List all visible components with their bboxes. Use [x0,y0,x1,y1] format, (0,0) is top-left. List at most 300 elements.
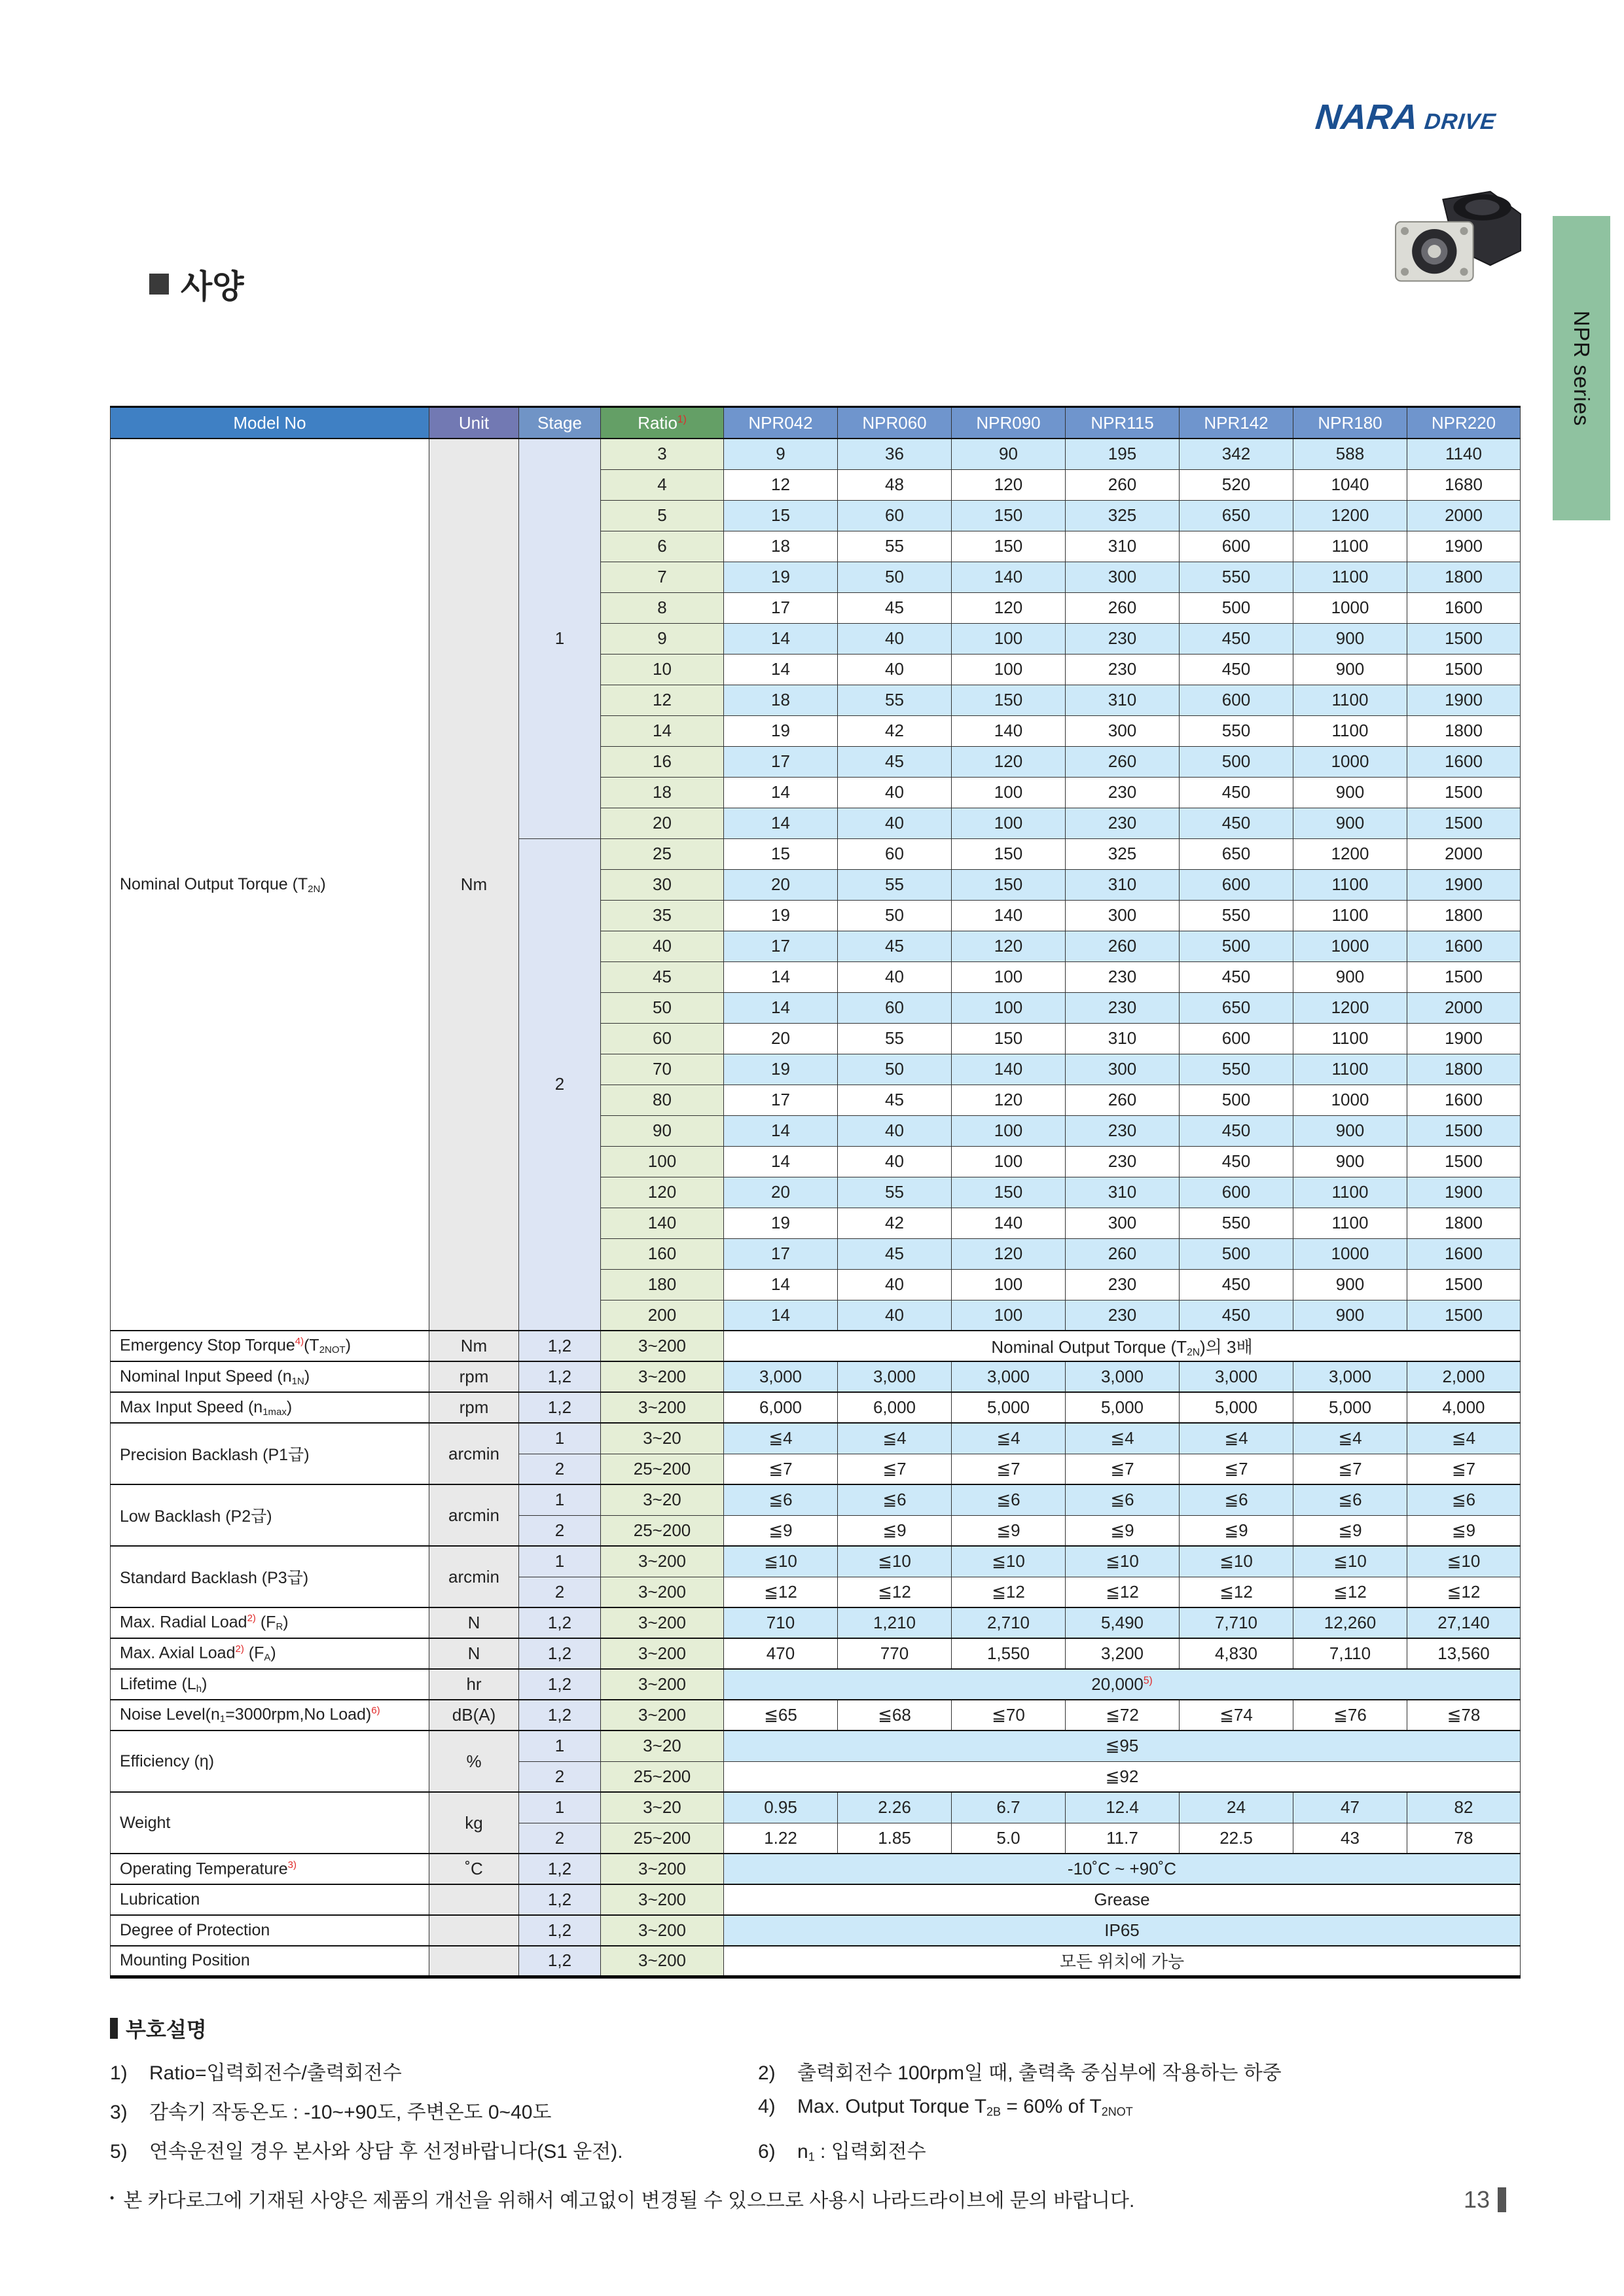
spec-value-cell: 82 [1407,1792,1521,1823]
column-header-npr060: NPR060 [838,407,952,439]
torque-value-cell: 120 [952,931,1066,961]
column-header-npr115: NPR115 [1066,407,1180,439]
spec-value-cell: 43 [1293,1823,1407,1854]
torque-value-cell: 550 [1180,900,1293,931]
note-text: 감속기 작동온도 : -10~+90도, 주변온도 0~40도 [149,2102,552,2123]
torque-value-cell: 60 [838,500,952,531]
torque-value-cell: 300 [1066,715,1180,746]
torque-value-cell: 500 [1180,746,1293,777]
torque-value-cell: 17 [724,1238,838,1269]
note-text: Ratio=입력회전수/출력회전수 [149,2062,402,2084]
note-text: Max. Output Torque $T_{2B} = 60\%$ of $T_{2NOT}$ [797,2096,1133,2119]
torque-value-cell: 1680 [1407,469,1521,500]
torque-value-cell: 14 [724,623,838,654]
torque-value-cell: 450 [1180,1115,1293,1146]
note-text: 출력회전수 100rpm일 때, 출력축 중심부에 작용하는 하중 [797,2062,1282,2084]
note-item [110,2135,758,2164]
torque-value-cell: 20 [724,1023,838,1054]
note-item [758,2135,1527,2164]
torque-value-cell: 310 [1066,869,1180,900]
torque-value-cell: 900 [1293,808,1407,838]
stage-cell: 1 [519,1546,601,1577]
torque-value-cell: 100 [952,1115,1066,1146]
ratio-cell: 3~200 [601,1607,724,1638]
torque-value-cell: 60 [838,992,952,1023]
torque-value-cell: 1000 [1293,592,1407,623]
spec-value-cell: ≦4 [1180,1423,1293,1454]
torque-value-cell: 18 [724,685,838,715]
ratio-cell: 3 [601,439,724,469]
merged-value-cell: -10˚C ~ +90˚C [724,1854,1521,1884]
torque-value-cell: 140 [952,1208,1066,1238]
spec-row-label: Noise $Level(n_1=3000rpm,No$ Load)$^{6)}$ [111,1700,429,1731]
torque-value-cell: 1500 [1407,1146,1521,1177]
torque-value-cell: 1600 [1407,592,1521,623]
torque-value-cell: 14 [724,1146,838,1177]
spec-row [111,1392,1521,1423]
merged-value-cell: Grease [724,1884,1521,1915]
spec-value-cell: 2,710 [952,1607,1066,1638]
ratio-cell: 7 [601,562,724,592]
torque-value-cell: 325 [1066,838,1180,869]
torque-value-cell: 1500 [1407,808,1521,838]
torque-value-cell: 1500 [1407,623,1521,654]
torque-value-cell: 100 [952,961,1066,992]
stage-cell: 1,2 [519,1392,601,1423]
torque-value-cell: 150 [952,500,1066,531]
torque-value-cell: 550 [1180,562,1293,592]
spec-row [111,1546,1521,1577]
torque-value-cell: 100 [952,992,1066,1023]
torque-value-cell: 310 [1066,531,1180,562]
torque-value-cell: 40 [838,808,952,838]
spec-value-cell: ≦10 [1293,1546,1407,1577]
torque-value-cell: 1800 [1407,1208,1521,1238]
spec-value-cell: ≦12 [1293,1577,1407,1607]
note-number: 6) [758,2141,776,2162]
page-number-bar-icon [1498,2187,1506,2212]
torque-value-cell: 40 [838,961,952,992]
torque-value-cell: 1100 [1293,1054,1407,1085]
ratio-cell: 12 [601,685,724,715]
ratio-cell: 3~200 [601,1884,724,1915]
torque-value-cell: 40 [838,623,952,654]
torque-value-cell: 14 [724,992,838,1023]
spec-value-cell: ≦74 [1180,1700,1293,1731]
disclaimer-text: 본 카다로그에 기재된 사양은 제품의 개선을 위해서 예고없이 변경될 수 있으므로 사용시 나라드라이브에 문의 바랍니다. [123,2189,1135,2212]
ratio-cell: 3~200 [601,1392,724,1423]
ratio-cell: 9 [601,623,724,654]
spec-value-cell: ≦9 [1180,1515,1293,1546]
torque-value-cell: 300 [1066,1054,1180,1085]
torque-value-cell: 500 [1180,1085,1293,1115]
torque-value-cell: 520 [1180,469,1293,500]
ratio-cell: 14 [601,715,724,746]
torque-value-cell: 1040 [1293,469,1407,500]
brand-logo-drive: DRIVE [1423,109,1498,134]
stage-cell: 1,2 [519,1700,601,1731]
torque-value-cell: 1900 [1407,869,1521,900]
unit-cell: N [429,1607,519,1638]
ratio-cell: 80 [601,1085,724,1115]
ratio-cell: 20 [601,808,724,838]
spec-row-label: Lifetime $(L_h)$ [111,1669,429,1700]
spec-value-cell: 5.0 [952,1823,1066,1854]
page-number [1464,2186,1506,2214]
spec-row-label: Degree of Protection [111,1915,429,1946]
ratio-cell: 3~200 [601,1915,724,1946]
spec-value-cell: ≦12 [1066,1577,1180,1607]
spec-value-cell: ≦10 [724,1546,838,1577]
stage-cell: 1,2 [519,1669,601,1700]
ratio-cell: 25~200 [601,1761,724,1792]
spec-value-cell: ≦72 [1066,1700,1180,1731]
stage-cell: 1,2 [519,1607,601,1638]
disclaimer-note [110,2184,1527,2213]
merged-value-cell: ≦95 [724,1731,1521,1761]
torque-value-cell: 45 [838,931,952,961]
spec-row [111,1854,1521,1884]
torque-value-cell: 300 [1066,562,1180,592]
torque-value-cell: 260 [1066,931,1180,961]
spec-value-cell: 4,830 [1180,1638,1293,1669]
torque-value-cell: 500 [1180,592,1293,623]
torque-value-cell: 40 [838,1269,952,1300]
torque-value-cell: 42 [838,715,952,746]
merged-value-cell: 모든 위치에 가능 [724,1946,1521,1977]
spec-value-cell: ≦10 [1180,1546,1293,1577]
spec-value-cell: 5,000 [1180,1392,1293,1423]
torque-value-cell: 325 [1066,500,1180,531]
spec-value-cell: 12.4 [1066,1792,1180,1823]
torque-value-cell: 1100 [1293,1023,1407,1054]
torque-value-cell: 36 [838,439,952,469]
note-item [110,2096,758,2125]
torque-value-cell: 14 [724,808,838,838]
torque-value-cell: 900 [1293,1115,1407,1146]
column-header-npr090: NPR090 [952,407,1066,439]
spec-value-cell: ≦7 [838,1454,952,1484]
torque-value-cell: 19 [724,900,838,931]
torque-value-cell: 1500 [1407,1300,1521,1331]
torque-value-cell: 55 [838,1177,952,1208]
spec-table-head [111,407,1521,439]
spec-value-cell: 3,000 [952,1361,1066,1392]
spec-value-cell: ≦4 [838,1423,952,1454]
spec-value-cell: 3,000 [1180,1361,1293,1392]
torque-value-cell: 230 [1066,1146,1180,1177]
torque-value-cell: 588 [1293,439,1407,469]
spec-row-label: Operating Temperature$^{3)}$ [111,1854,429,1884]
torque-value-cell: 600 [1180,531,1293,562]
spec-value-cell: 12,260 [1293,1607,1407,1638]
torque-value-cell: 1200 [1293,992,1407,1023]
torque-value-cell: 500 [1180,1238,1293,1269]
torque-value-cell: 1000 [1293,746,1407,777]
torque-value-cell: 1800 [1407,715,1521,746]
spec-value-cell: ≦7 [1293,1454,1407,1484]
torque-value-cell: 20 [724,1177,838,1208]
torque-value-cell: 900 [1293,1269,1407,1300]
torque-value-cell: 150 [952,869,1066,900]
spec-value-cell: 1,550 [952,1638,1066,1669]
spec-value-cell: 5,000 [1293,1392,1407,1423]
torque-value-cell: 1100 [1293,869,1407,900]
spec-value-cell: ≦12 [1407,1577,1521,1607]
spec-value-cell: 2,000 [1407,1361,1521,1392]
torque-value-cell: 450 [1180,808,1293,838]
unit-cell: rpm [429,1392,519,1423]
spec-row-label: Efficiency (η) [111,1731,429,1792]
torque-value-cell: 40 [838,1146,952,1177]
torque-value-cell: 500 [1180,931,1293,961]
torque-value-cell: 230 [1066,961,1180,992]
spec-value-cell: 3,000 [1066,1361,1180,1392]
spec-row [111,1731,1521,1761]
spec-value-cell: ≦6 [1066,1484,1180,1515]
torque-value-cell: 1100 [1293,1208,1407,1238]
torque-value-cell: 260 [1066,592,1180,623]
ratio-cell: 140 [601,1208,724,1238]
spec-value-cell: 22.5 [1180,1823,1293,1854]
torque-value-cell: 1500 [1407,654,1521,685]
torque-value-cell: 1140 [1407,439,1521,469]
torque-value-cell: 1500 [1407,1115,1521,1146]
header-row [111,407,1521,439]
merged-value-cell: IP65 [724,1915,1521,1946]
spec-value-cell: 2.26 [838,1792,952,1823]
ratio-cell: 3~200 [601,1946,724,1977]
torque-value-cell: 650 [1180,838,1293,869]
torque-value-cell: 300 [1066,1208,1180,1238]
spec-value-cell: ≦7 [1180,1454,1293,1484]
spec-value-cell: ≦9 [1407,1515,1521,1546]
unit-cell: arcmin [429,1484,519,1546]
torque-value-cell: 60 [838,838,952,869]
unit-cell: Nm [429,439,519,1331]
unit-cell [429,1915,519,1946]
stage-cell: 1,2 [519,1638,601,1669]
brand-logo-nara: NARA [1313,98,1420,137]
torque-value-cell: 140 [952,562,1066,592]
product-image [1392,187,1526,287]
ratio-cell: 16 [601,746,724,777]
note-item [758,2056,1527,2085]
column-header-stage: Stage [519,407,601,439]
torque-value-cell: 1100 [1293,900,1407,931]
torque-value-cell: 120 [952,592,1066,623]
spec-value-cell: ≦78 [1407,1700,1521,1731]
torque-value-cell: 450 [1180,1146,1293,1177]
torque-value-cell: 19 [724,562,838,592]
spec-value-cell: 11.7 [1066,1823,1180,1854]
row-label-nominal-output-torque: Nominal Output Torque $(T_{2N})$ [111,439,429,1331]
torque-value-cell: 19 [724,1208,838,1238]
square-bullet-icon [149,274,169,295]
spec-row [111,1607,1521,1638]
spec-value-cell: 47 [1293,1792,1407,1823]
ratio-cell: 5 [601,500,724,531]
ratio-cell: 3~20 [601,1792,724,1823]
torque-value-cell: 230 [1066,808,1180,838]
footnotes-grid [110,2056,1527,2164]
spec-value-cell: ≦9 [1293,1515,1407,1546]
torque-value-cell: 50 [838,1054,952,1085]
torque-value-cell: 900 [1293,777,1407,808]
spec-row [111,1638,1521,1669]
ratio-cell: 25~200 [601,1454,724,1484]
torque-value-cell: 1800 [1407,1054,1521,1085]
column-header-npr042: NPR042 [724,407,838,439]
spec-value-cell: ≦6 [1407,1484,1521,1515]
ratio-cell: 120 [601,1177,724,1208]
spec-value-cell: ≦6 [1293,1484,1407,1515]
spec-value-cell: ≦6 [952,1484,1066,1515]
torque-value-cell: 17 [724,592,838,623]
torque-value-cell: 12 [724,469,838,500]
spec-value-cell: ≦4 [1293,1423,1407,1454]
spec-value-cell: ≦12 [952,1577,1066,1607]
stage-cell: 1 [519,1792,601,1823]
spec-value-cell: 24 [1180,1792,1293,1823]
torque-value-cell: 1900 [1407,1023,1521,1054]
torque-value-cell: 1100 [1293,531,1407,562]
spec-value-cell: ≦9 [838,1515,952,1546]
spec-value-cell: 6,000 [838,1392,952,1423]
torque-value-cell: 100 [952,808,1066,838]
spec-value-cell: ≦65 [724,1700,838,1731]
torque-value-cell: 55 [838,531,952,562]
ratio-cell: 6 [601,531,724,562]
torque-value-cell: 40 [838,654,952,685]
torque-value-cell: 100 [952,623,1066,654]
torque-value-cell: 310 [1066,1023,1180,1054]
ratio-cell: 50 [601,992,724,1023]
torque-value-cell: 14 [724,777,838,808]
torque-value-cell: 900 [1293,623,1407,654]
torque-value-cell: 100 [952,1300,1066,1331]
torque-value-cell: 600 [1180,685,1293,715]
torque-value-cell: 650 [1180,500,1293,531]
ratio-cell: 3~200 [601,1854,724,1884]
spec-value-cell: ≦6 [724,1484,838,1515]
stage-cell: 1,2 [519,1331,601,1361]
torque-value-cell: 230 [1066,623,1180,654]
torque-value-cell: 100 [952,654,1066,685]
spec-row-label: Low Backlash (P2급) [111,1484,429,1546]
torque-value-cell: 650 [1180,992,1293,1023]
torque-value-cell: 195 [1066,439,1180,469]
torque-value-cell: 230 [1066,1115,1180,1146]
ratio-cell: 180 [601,1269,724,1300]
spec-value-cell: 3,000 [724,1361,838,1392]
spec-value-cell: ≦10 [1407,1546,1521,1577]
torque-value-cell: 1600 [1407,1238,1521,1269]
torque-value-cell: 450 [1180,961,1293,992]
torque-value-cell: 260 [1066,1085,1180,1115]
note-item [758,2096,1527,2125]
spec-row-label: Emergency Stop $Torque^{4)}(T_{2NOT})$ [111,1331,429,1361]
torque-value-cell: 140 [952,715,1066,746]
unit-cell: hr [429,1669,519,1700]
unit-cell: arcmin [429,1546,519,1607]
torque-value-cell: 260 [1066,1238,1180,1269]
note-text: 연속운전일 경우 본사와 상담 후 선정바랍니다(S1 운전). [149,2141,623,2162]
spec-value-cell: ≦12 [724,1577,838,1607]
stage-cell: 1,2 [519,1946,601,1977]
spec-row [111,1361,1521,1392]
ratio-cell: 8 [601,592,724,623]
ratio-cell: 3~200 [601,1638,724,1669]
torque-value-cell: 2000 [1407,838,1521,869]
spec-value-cell: 6,000 [724,1392,838,1423]
stage-cell: 2 [519,1515,601,1546]
stage-cell: 1,2 [519,1361,601,1392]
ratio-cell: 3~200 [601,1700,724,1731]
spec-value-cell: ≦7 [952,1454,1066,1484]
spec-value-cell: 3,000 [1293,1361,1407,1392]
ratio-cell: 25~200 [601,1515,724,1546]
spec-value-cell: ≦10 [952,1546,1066,1577]
unit-cell [429,1884,519,1915]
stage-cell: 2 [519,1454,601,1484]
note-number: 5) [110,2141,128,2162]
spec-row [111,1331,1521,1361]
torque-value-cell: 15 [724,500,838,531]
ratio-cell: 200 [601,1300,724,1331]
spec-value-cell: 5,000 [1066,1392,1180,1423]
torque-value-cell: 14 [724,1115,838,1146]
torque-value-cell: 2000 [1407,992,1521,1023]
torque-value-cell: 1600 [1407,931,1521,961]
spec-value-cell: 3,000 [838,1361,952,1392]
ratio-cell: 160 [601,1238,724,1269]
spec-value-cell: ≦9 [724,1515,838,1546]
spec-value-cell: 7,710 [1180,1607,1293,1638]
torque-value-cell: 1500 [1407,777,1521,808]
spec-row-label: Weight [111,1792,429,1854]
spec-row-label: Max. Radial Load$^{2)}$ $(F_R)$ [111,1607,429,1638]
torque-value-cell: 55 [838,685,952,715]
torque-value-cell: 55 [838,869,952,900]
stage-cell: 1 [519,1484,601,1515]
column-header-npr220: NPR220 [1407,407,1521,439]
stage-cell: 2 [519,1577,601,1607]
torque-value-cell: 1100 [1293,715,1407,746]
specification-table [110,406,1521,1979]
stage-cell: 1,2 [519,1915,601,1946]
torque-value-cell: 140 [952,900,1066,931]
torque-value-cell: 230 [1066,1300,1180,1331]
torque-value-cell: 1600 [1407,746,1521,777]
spec-value-cell: 710 [724,1607,838,1638]
spec-value-cell: 7,110 [1293,1638,1407,1669]
ratio-cell: 3~200 [601,1577,724,1607]
torque-value-cell: 230 [1066,654,1180,685]
torque-value-cell: 900 [1293,961,1407,992]
stage-cell: 1,2 [519,1884,601,1915]
torque-value-cell: 150 [952,685,1066,715]
spec-value-cell: 5,000 [952,1392,1066,1423]
torque-value-cell: 230 [1066,1269,1180,1300]
stage-cell: 2 [519,1823,601,1854]
stage-cell: 1,2 [519,1854,601,1884]
torque-value-cell: 40 [838,777,952,808]
torque-value-cell: 19 [724,1054,838,1085]
spec-value-cell: 770 [838,1638,952,1669]
unit-cell: Nm [429,1331,519,1361]
stage-cell: 1 [519,439,601,838]
